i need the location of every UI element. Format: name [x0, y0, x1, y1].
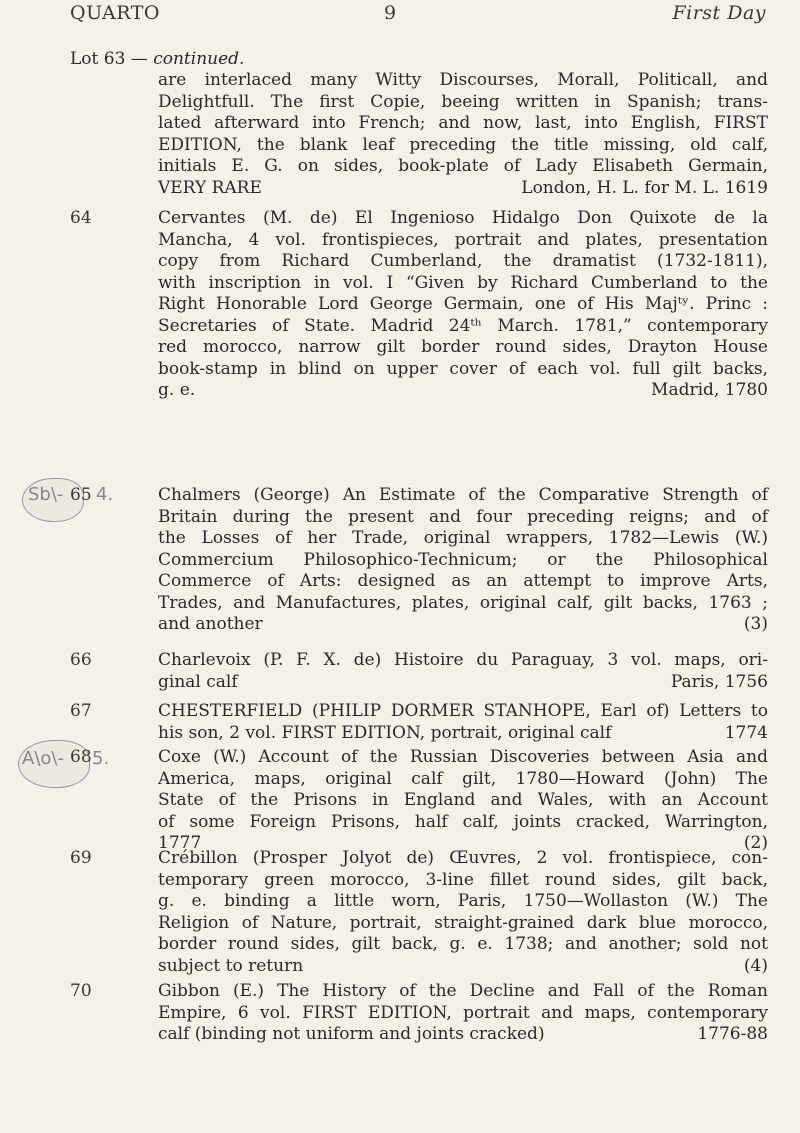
entry-line: Right Honorable Lord George Germain, one of His Majᵗʸ. Princ : [158, 294, 768, 314]
continued-line [70, 49, 244, 69]
entry-line: red morocco, narrow gilt border round sides, Drayton House [158, 337, 768, 357]
entry-line: Commercium Philosophico-Technicum; or the Philosophical [158, 549, 768, 570]
entry-line: America, maps, original calf gilt, 1780—Howard (John) The [158, 768, 768, 789]
entry-line: Empire, 6 vol. FIRST EDITION, portrait and maps, contemporary [158, 1002, 768, 1023]
entry-line: Crébillon (Prosper Jolyot de) Œuvres, 2 vol. frontispiece, con- [158, 848, 768, 868]
lot-entry-69 [158, 848, 768, 977]
continued-label: continued. [153, 49, 245, 69]
entry-line: Commerce of Arts: designed as an attempt to improve Arts, [158, 571, 768, 591]
entry-line: Religion of Nature, portrait, straight-grained dark blue morocco, [158, 912, 768, 933]
entry-line: Cervantes (M. de) El Ingenioso Hidalgo Don Quixote de la [158, 208, 768, 228]
entry-line: g. e. binding a little worn, Paris, 1750—Wollaston (W.) The [158, 891, 768, 911]
entry-line: Delightfull. The first Copie, beeing written in Spanish; trans- [158, 91, 768, 112]
entry-line: book-stamp in blind on upper cover of each vol. full gilt backs, [158, 358, 768, 379]
entry-line: CHESTERFIELD (PHILIP DORMER STANHOPE, Earl of) Letters to [158, 701, 768, 721]
imprint: 1776-88 [697, 1024, 768, 1044]
entry-line: and another (3) [158, 614, 768, 634]
lot-entry-63 [158, 70, 768, 199]
entry-line: border round sides, gilt back, g. e. 1738; and another; sold not [158, 934, 768, 954]
entry-line: Trades, and Manufactures, plates, original calf, gilt backs, 1763 ; [158, 592, 768, 613]
entry-line: temporary green morocco, 3-line fillet round sides, gilt back, [158, 869, 768, 890]
lot-entry-67 [158, 701, 768, 744]
imprint: London, H. L. for M. L. 1619 [521, 177, 768, 198]
imprint: (2) [743, 833, 768, 853]
entry-line: Mancha, 4 vol. frontispieces, portrait and plates, presentation [158, 229, 768, 250]
imprint: (3) [743, 614, 768, 634]
entry-line: EDITION, the blank leaf preceding the title missing, old calf, [158, 134, 768, 155]
entry-line: Chalmers (George) An Estimate of the Comparative Strength of [158, 485, 768, 505]
entry-line: 1777 (2) [158, 833, 768, 853]
entry-line: Coxe (W.) Account of the Russian Discoveries between Asia and [158, 747, 768, 767]
lot-entry-65 [158, 485, 768, 636]
lot-entry-68 [158, 747, 768, 855]
entry-line: the Losses of her Trade, original wrappers, 1782—Lewis (W.) [158, 528, 768, 548]
entry-line: lated afterward into French; and now, last, into English, FIRST [158, 113, 768, 133]
annotation-buyer-68: A\o\- [22, 748, 64, 769]
imprint: Madrid, 1780 [651, 380, 768, 400]
page-number: 9 [384, 2, 397, 24]
entry-line: his son, 2 vol. FIRST EDITION, portrait, original calf 1774 [158, 722, 768, 743]
lot-number-69: 69 [70, 848, 92, 868]
lot-number-68: 68 [70, 747, 92, 767]
continued-lot: Lot 63 [70, 49, 126, 69]
entry-line: Britain during the present and four preceding reigns; and of [158, 506, 768, 527]
entry-line: Secretaries of State. Madrid 24ᵗʰ March. 1781,” contemporary [158, 315, 768, 336]
entry-line: Charlevoix (P. F. X. de) Histoire du Paraguay, 3 vol. maps, ori- [158, 650, 768, 670]
lot-entry-70 [158, 981, 768, 1046]
entry-line: subject to return (4) [158, 955, 768, 976]
imprint: Paris, 1756 [670, 671, 768, 692]
annotation-price-65: 4. [96, 484, 114, 505]
entry-line: are interlaced many Witty Discourses, Morall, Politicall, and [158, 70, 768, 90]
entry-line: VERY RARE London, H. L. for M. L. 1619 [158, 177, 768, 198]
entry-line: copy from Richard Cumberland, the dramatist (1732-1811), [158, 251, 768, 271]
entry-line: ginal calf Paris, 1756 [158, 671, 768, 692]
header-left: QUARTO [70, 2, 160, 24]
lot-number-65: 65 [70, 485, 92, 505]
entry-line: State of the Prisons in England and Wales, with an Account [158, 790, 768, 810]
entry-line: g. e. Madrid, 1780 [158, 380, 768, 400]
annotation-price-68: 5. [92, 748, 110, 769]
imprint: 1774 [724, 722, 768, 743]
lot-number-66: 66 [70, 650, 92, 670]
entry-line: Gibbon (E.) The History of the Decline and Fall of the Roman [158, 981, 768, 1001]
lot-entry-64 [158, 208, 768, 402]
entry-line: initials E. G. on sides, book-plate of Lady Elisabeth Germain, [158, 156, 768, 176]
entry-line: with inscription in vol. I “Given by Richard Cumberland to the [158, 272, 768, 293]
lot-number-64: 64 [70, 208, 92, 228]
lot-number-70: 70 [70, 981, 92, 1001]
continued-dash: — [125, 49, 154, 69]
imprint: (4) [743, 955, 768, 976]
lot-entry-66 [158, 650, 768, 693]
entry-line: of some Foreign Prisons, half calf, joints cracked, Warrington, [158, 811, 768, 832]
lot-number-67: 67 [70, 701, 92, 721]
header-right: First Day [672, 2, 766, 24]
annotation-buyer-65: Sb\- [28, 484, 64, 505]
entry-line: calf (binding not uniform and joints cracked) 1776-88 [158, 1024, 768, 1044]
